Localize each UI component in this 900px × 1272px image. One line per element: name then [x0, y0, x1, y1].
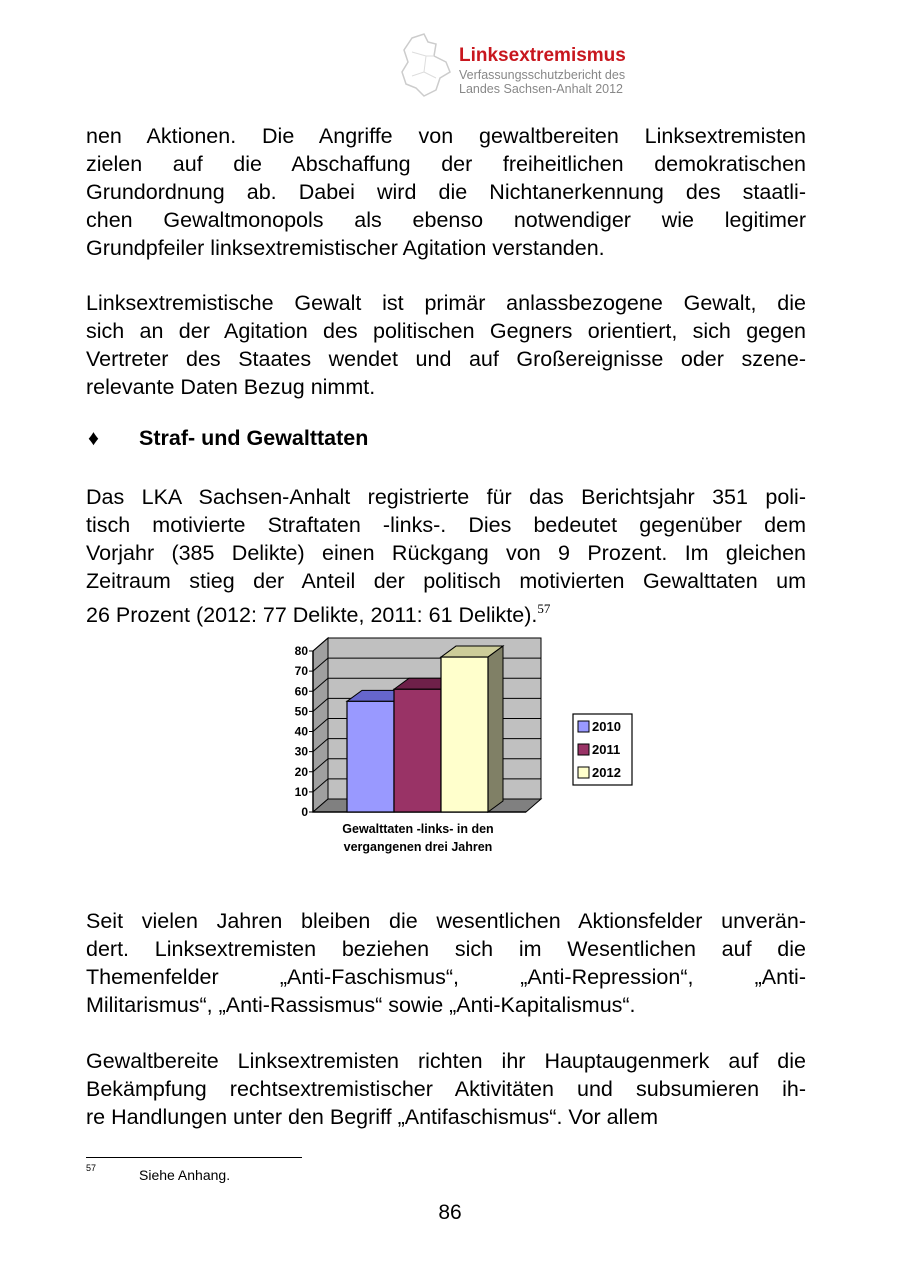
y-tick-label: 40: [294, 724, 308, 739]
footnote-number: 57: [86, 1163, 97, 1173]
header-subtitle: Verfassungsschutzbericht des: [459, 68, 626, 82]
heading-bullet: ♦: [88, 426, 99, 450]
header-subtitle: Landes Sachsen-Anhalt 2012: [459, 82, 624, 96]
y-tick-label: 50: [294, 704, 308, 719]
footnote-rule: [86, 1157, 302, 1158]
line-text: relevante Daten Bezug nimmt.: [86, 375, 376, 399]
paragraph-line: [86, 991, 806, 1019]
bar-side: [488, 646, 503, 812]
y-tick-label: 10: [294, 784, 308, 799]
line-text: Das LKA Sachsen-Anhalt registrierte für das Berichtsjahr 351 poli-: [86, 485, 806, 509]
line-text: zielen auf die Abschaffung der freiheitlichen demokratischen: [86, 152, 806, 176]
section-heading: Straf- und Gewalttaten: [139, 426, 369, 450]
y-tick-label: 60: [294, 684, 308, 699]
y-tick-label: 70: [294, 664, 308, 679]
line-text: tisch motivierte Straftaten -links-. Dies bedeutet gegenüber dem: [86, 513, 806, 537]
paragraph-line: [86, 1103, 806, 1131]
line-text: chen Gewaltmonopols als ebenso notwendiger wie legitimer: [86, 208, 806, 232]
y-tick-label: 80: [294, 644, 308, 658]
x-axis-label: Gewalttaten -links- in den: [342, 822, 494, 836]
legend-label: 2010: [592, 719, 621, 734]
legend-swatch: [578, 721, 589, 732]
line-text: re Handlungen unter den Begriff „Antifaschismus“. Vor allem: [86, 1105, 659, 1129]
page-number: 86: [438, 1201, 462, 1224]
bar-2010: [347, 701, 394, 812]
paragraph-line: [86, 935, 806, 963]
line-text: Bekämpfung rechtsextremistischer Aktivitäten und subsumieren ih-: [86, 1077, 806, 1101]
line-text: Vorjahr (385 Delikte) einen Rückgang von 9 Prozent. Im gleichen: [86, 541, 806, 565]
paragraph-line: [86, 907, 806, 935]
paragraph-line: [86, 1047, 806, 1075]
y-tick-label: 0: [301, 805, 308, 819]
line-text: Grundpfeiler linksextremistischer Agitation verstanden.: [86, 236, 605, 260]
line-text: Linksextremistische Gewalt ist primär anlassbezogene Gewalt, die: [86, 291, 806, 315]
bar-2012: [441, 657, 488, 812]
line-text: Gewaltbereite Linksextremisten richten ihr Hauptaugenmerk auf die: [86, 1049, 806, 1073]
line-text: Zeitraum stieg der Anteil der politisch motivierten Gewalttaten um: [86, 569, 806, 593]
x-axis-label: vergangenen drei Jahren: [343, 840, 493, 854]
legend-swatch: [578, 744, 589, 755]
y-tick-label: 20: [294, 764, 308, 779]
line-text: 26 Prozent (2012: 77 Delikte, 2011: 61 Delikte).: [86, 603, 538, 627]
legend-swatch: [578, 767, 589, 778]
header-title: Linksextremismus: [459, 45, 626, 66]
line-text: Seit vielen Jahren bleiben die wesentlichen Aktionsfelder unverän-: [86, 909, 806, 933]
line-text: sich an der Agitation des politischen Gegners orientiert, sich gegen: [86, 319, 806, 343]
paragraph-line: [86, 963, 806, 991]
line-text: nen Aktionen. Die Angriffe von gewaltbereiten Linksextremisten: [86, 124, 806, 148]
footnote-text: Siehe Anhang.: [139, 1167, 231, 1183]
footnote-ref[interactable]: 57: [537, 601, 551, 616]
line-text: Themenfelder „Anti-Faschismus“, „Anti-Repression“, „Anti-: [86, 965, 806, 989]
bar-2011: [394, 689, 441, 812]
line-text: Vertreter des Staates wendet und auf Großereignisse oder szene-: [86, 347, 806, 371]
line-text: Militarismus“, „Anti-Rassismus“ sowie „Anti-Kapitalismus“.: [86, 993, 636, 1017]
line-text: Grundordnung ab. Dabei wird die Nichtanerkennung des staatli-: [86, 180, 806, 204]
paragraph-line: [86, 1075, 806, 1103]
legend-label: 2012: [592, 765, 621, 780]
line-text: dert. Linksextremisten beziehen sich im Wesentlichen auf die: [86, 937, 806, 961]
legend-label: 2011: [592, 742, 621, 757]
y-tick-label: 30: [294, 744, 308, 759]
